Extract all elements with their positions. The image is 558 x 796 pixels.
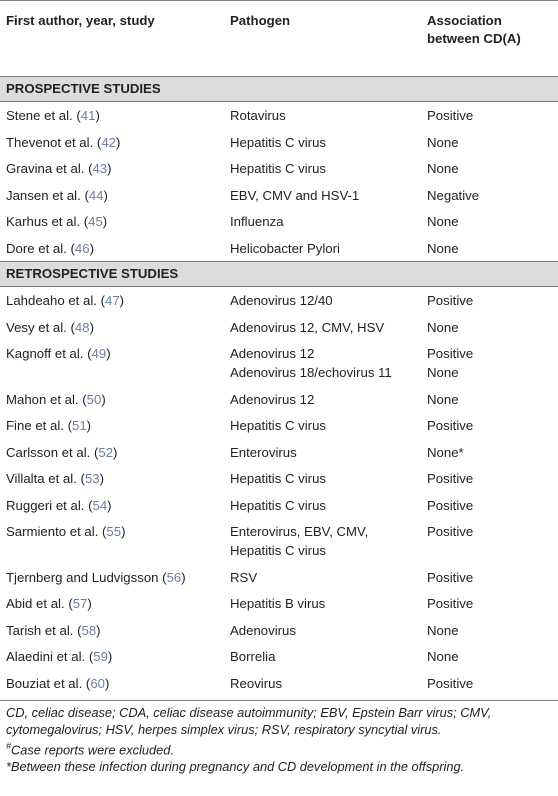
pathogen-line: Borrelia bbox=[230, 649, 276, 664]
pathogen-line: Adenovirus 12 bbox=[230, 346, 315, 361]
pathogen-cell bbox=[230, 522, 368, 560]
association-line: Positive bbox=[427, 293, 474, 308]
section-rule bbox=[0, 76, 558, 77]
author-cell: Karhus et al. (45) bbox=[6, 214, 108, 229]
author-cell: Vesy et al. (48) bbox=[6, 319, 94, 335]
pathogen-cell bbox=[230, 291, 333, 310]
author-name: Jansen et al. bbox=[6, 187, 81, 203]
association-line: Positive bbox=[427, 524, 474, 539]
section-header bbox=[0, 262, 558, 286]
pathogen-line: Hepatitis C virus bbox=[230, 418, 327, 433]
reference-link[interactable]: 47 bbox=[105, 293, 120, 308]
association-line: None* bbox=[427, 444, 464, 460]
author-cell: Thevenot et al. (42) bbox=[6, 134, 121, 150]
association-line: Positive bbox=[427, 346, 474, 361]
association-line: None bbox=[427, 214, 459, 229]
pathogen-line: Helicobacter Pylori bbox=[230, 240, 340, 256]
footnote-star-mark: * bbox=[6, 759, 11, 775]
pathogen-line: Adenovirus 12/40 bbox=[230, 293, 333, 308]
pathogen-cell bbox=[230, 416, 326, 435]
association-line: None bbox=[427, 161, 459, 176]
footnote-hash-text: Case reports were excluded. bbox=[11, 742, 174, 758]
pathogen-cell bbox=[230, 239, 340, 258]
pathogen-line: Hepatitis C virus bbox=[230, 161, 327, 176]
author-name: Sarmiento et al. bbox=[6, 524, 99, 539]
pathogen-line: Reovirus bbox=[230, 675, 283, 691]
footnote-star-text: Between these infection during pregnancy and CD development in the offspring. bbox=[10, 759, 465, 775]
association-cell bbox=[427, 522, 473, 541]
pathogen-line: Adenovirus 18/echovirus 11 bbox=[230, 365, 392, 380]
association-cell bbox=[427, 390, 459, 409]
author-cell: Kagnoff et al. (49) bbox=[6, 346, 111, 361]
association-cell bbox=[427, 443, 464, 462]
pathogen-line: Hepatitis C virus bbox=[230, 134, 327, 150]
association-cell bbox=[427, 568, 473, 587]
author-cell: Alaedini et al. (59) bbox=[6, 649, 113, 664]
section-title: RETROSPECTIVE STUDIES bbox=[6, 266, 179, 281]
association-line: Positive bbox=[427, 596, 474, 611]
author-cell: Lahdeaho et al. (47) bbox=[6, 293, 125, 308]
author-name: Ruggeri et al. bbox=[6, 497, 85, 513]
author-name: Tjernberg and Ludvigsson bbox=[6, 569, 159, 585]
reference-link[interactable]: 46 bbox=[74, 240, 90, 256]
pathogen-line: Enterovirus, EBV, CMV, bbox=[230, 524, 369, 539]
pathogen-line: Adenovirus 12, CMV, HSV bbox=[230, 319, 385, 335]
author-cell: Gravina et al. (43) bbox=[6, 161, 112, 176]
association-line: None bbox=[427, 649, 459, 664]
association-cell bbox=[427, 496, 473, 515]
association-line: None bbox=[427, 365, 459, 380]
association-line: Positive bbox=[427, 569, 474, 585]
reference-link[interactable]: 44 bbox=[88, 187, 104, 203]
association-line: Negative bbox=[427, 187, 480, 203]
author-name: Abid et al. bbox=[6, 596, 65, 611]
association-line: None bbox=[427, 622, 459, 638]
author-name: Carlsson et al. bbox=[6, 444, 91, 460]
reference-link[interactable]: 54 bbox=[92, 497, 108, 513]
pathogen-line: Hepatitis C virus bbox=[230, 497, 327, 513]
reference-link[interactable]: 51 bbox=[71, 418, 87, 433]
author-name: Kagnoff et al. bbox=[6, 346, 84, 361]
section-rule bbox=[0, 286, 558, 287]
association-line: Positive bbox=[427, 108, 474, 123]
footnote-hash-mark: # bbox=[6, 741, 12, 751]
pathogen-cell bbox=[230, 186, 359, 205]
author-cell: Sarmiento et al. (55) bbox=[6, 524, 126, 539]
footnote-pregnancy bbox=[6, 758, 554, 775]
association-line: Positive bbox=[427, 471, 474, 486]
header-author: First author, year, study bbox=[6, 13, 155, 28]
pathogen-cell bbox=[230, 318, 384, 337]
header-association: Association between CD(A) bbox=[427, 13, 521, 46]
pathogen-cell bbox=[230, 496, 326, 515]
reference-link[interactable]: 42 bbox=[101, 134, 116, 150]
author-cell: Mahon et al. (50) bbox=[6, 391, 106, 407]
author-name: Villalta et al. bbox=[6, 471, 77, 486]
author-name: Dore et al. bbox=[6, 240, 67, 256]
pathogen-cell bbox=[230, 390, 314, 409]
author-cell: Abid et al. (57) bbox=[6, 596, 92, 611]
author-name: Fine et al. bbox=[6, 418, 64, 433]
reference-link[interactable]: 59 bbox=[93, 649, 108, 664]
pathogen-cell bbox=[230, 212, 284, 231]
pathogen-line: Hepatitis B virus bbox=[230, 596, 326, 611]
pathogen-cell bbox=[230, 674, 282, 693]
pathogen-cell bbox=[230, 133, 326, 152]
association-cell bbox=[427, 106, 473, 125]
author-name: Thevenot et al. bbox=[6, 134, 94, 150]
association-line: Positive bbox=[427, 418, 474, 433]
reference-link[interactable]: 41 bbox=[80, 108, 96, 123]
reference-link[interactable]: 43 bbox=[92, 161, 108, 176]
association-cell bbox=[427, 133, 459, 152]
association-line: None bbox=[427, 134, 459, 150]
author-name: Lahdeaho et al. bbox=[6, 293, 97, 308]
author-cell: Tjernberg and Ludvigsson (56) bbox=[6, 569, 186, 585]
reference-link[interactable]: 45 bbox=[88, 214, 103, 229]
association-line: None bbox=[427, 240, 459, 256]
author-cell: Jansen et al. (44) bbox=[6, 187, 108, 203]
author-name: Alaedini et al. bbox=[6, 649, 86, 664]
pathogen-line: Influenza bbox=[230, 214, 284, 229]
author-name: Karhus et al. bbox=[6, 214, 81, 229]
pathogen-cell bbox=[230, 344, 392, 382]
association-cell bbox=[427, 416, 473, 435]
reference-link[interactable]: 55 bbox=[106, 524, 122, 539]
pathogen-line: RSV bbox=[230, 569, 258, 585]
pathogen-cell bbox=[230, 443, 297, 462]
section-title: PROSPECTIVE STUDIES bbox=[6, 81, 161, 96]
pathogen-cell bbox=[230, 106, 286, 125]
association-cell bbox=[427, 291, 473, 310]
author-cell: Villalta et al. (53) bbox=[6, 471, 105, 486]
association-line: None bbox=[427, 391, 459, 407]
reference-link[interactable]: 53 bbox=[84, 471, 100, 486]
association-cell bbox=[427, 239, 459, 258]
pathogen-cell bbox=[230, 621, 296, 640]
reference-link[interactable]: 49 bbox=[91, 346, 107, 361]
author-cell: Stene et al. (41) bbox=[6, 108, 100, 123]
author-name: Gravina et al. bbox=[6, 161, 85, 176]
pathogen-cell bbox=[230, 568, 257, 587]
reference-link[interactable]: 48 bbox=[74, 319, 90, 335]
association-cell bbox=[427, 318, 459, 337]
reference-link[interactable]: 58 bbox=[81, 622, 97, 638]
section-rule bbox=[0, 261, 558, 262]
author-cell: Ruggeri et al. (54) bbox=[6, 497, 112, 513]
pathogen-line: Enterovirus bbox=[230, 444, 297, 460]
section-header bbox=[0, 77, 558, 101]
association-cell bbox=[427, 674, 473, 693]
association-cell bbox=[427, 344, 473, 382]
association-cell bbox=[427, 594, 473, 613]
header-pathogen: Pathogen bbox=[230, 13, 291, 28]
association-cell bbox=[427, 469, 473, 488]
author-cell: Bouziat et al. (60) bbox=[6, 675, 110, 691]
association-cell bbox=[427, 212, 459, 231]
reference-link[interactable]: 60 bbox=[90, 675, 105, 691]
pathogen-cell bbox=[230, 594, 325, 613]
author-name: Tarish et al. bbox=[6, 622, 74, 638]
table-header bbox=[0, 0, 558, 76]
association-line: Positive bbox=[427, 497, 474, 513]
pathogen-line: Adenovirus bbox=[230, 622, 296, 638]
association-cell bbox=[427, 186, 479, 205]
author-cell: Tarish et al. (58) bbox=[6, 622, 101, 638]
pathogen-cell bbox=[230, 159, 326, 178]
association-cell bbox=[427, 647, 459, 666]
association-line: None bbox=[427, 319, 459, 335]
reference-link[interactable]: 52 bbox=[98, 444, 114, 460]
association-cell bbox=[427, 159, 459, 178]
reference-link[interactable]: 57 bbox=[72, 596, 88, 611]
pathogen-line: Hepatitis C virus bbox=[230, 471, 327, 486]
association-line: Positive bbox=[427, 675, 474, 691]
bottom-rule bbox=[0, 700, 558, 701]
author-name: Bouziat et al. bbox=[6, 675, 83, 691]
pathogen-line: Rotavirus bbox=[230, 108, 286, 123]
pathogen-line: Hepatitis C virus bbox=[230, 543, 327, 558]
top-rule bbox=[0, 0, 558, 1]
footnotes bbox=[6, 704, 554, 775]
pathogen-cell bbox=[230, 469, 326, 488]
pathogen-line: Adenovirus 12 bbox=[230, 391, 315, 407]
author-cell: Fine et al. (51) bbox=[6, 418, 92, 433]
author-name: Vesy et al. bbox=[6, 319, 67, 335]
author-cell: Dore et al. (46) bbox=[6, 240, 94, 256]
author-name: Stene et al. bbox=[6, 108, 73, 123]
reference-link[interactable]: 56 bbox=[166, 569, 182, 585]
pathogen-cell bbox=[230, 647, 275, 666]
author-name: Mahon et al. bbox=[6, 391, 79, 407]
footnote-abbreviations: CD, celiac disease; CDA, celiac disease autoimmunity; EBV, Epstein Barr virus; CMV, cytomegalovirus; HSV, herpes simplex virus; RSV, respiratory syncytial virus. bbox=[6, 705, 492, 737]
association-cell bbox=[427, 621, 459, 640]
footnote-case-reports bbox=[6, 738, 554, 758]
reference-link[interactable]: 50 bbox=[86, 391, 102, 407]
pathogen-line: EBV, CMV and HSV-1 bbox=[230, 187, 360, 203]
section-rule bbox=[0, 101, 558, 102]
author-cell: Carlsson et al. (52) bbox=[6, 444, 118, 460]
